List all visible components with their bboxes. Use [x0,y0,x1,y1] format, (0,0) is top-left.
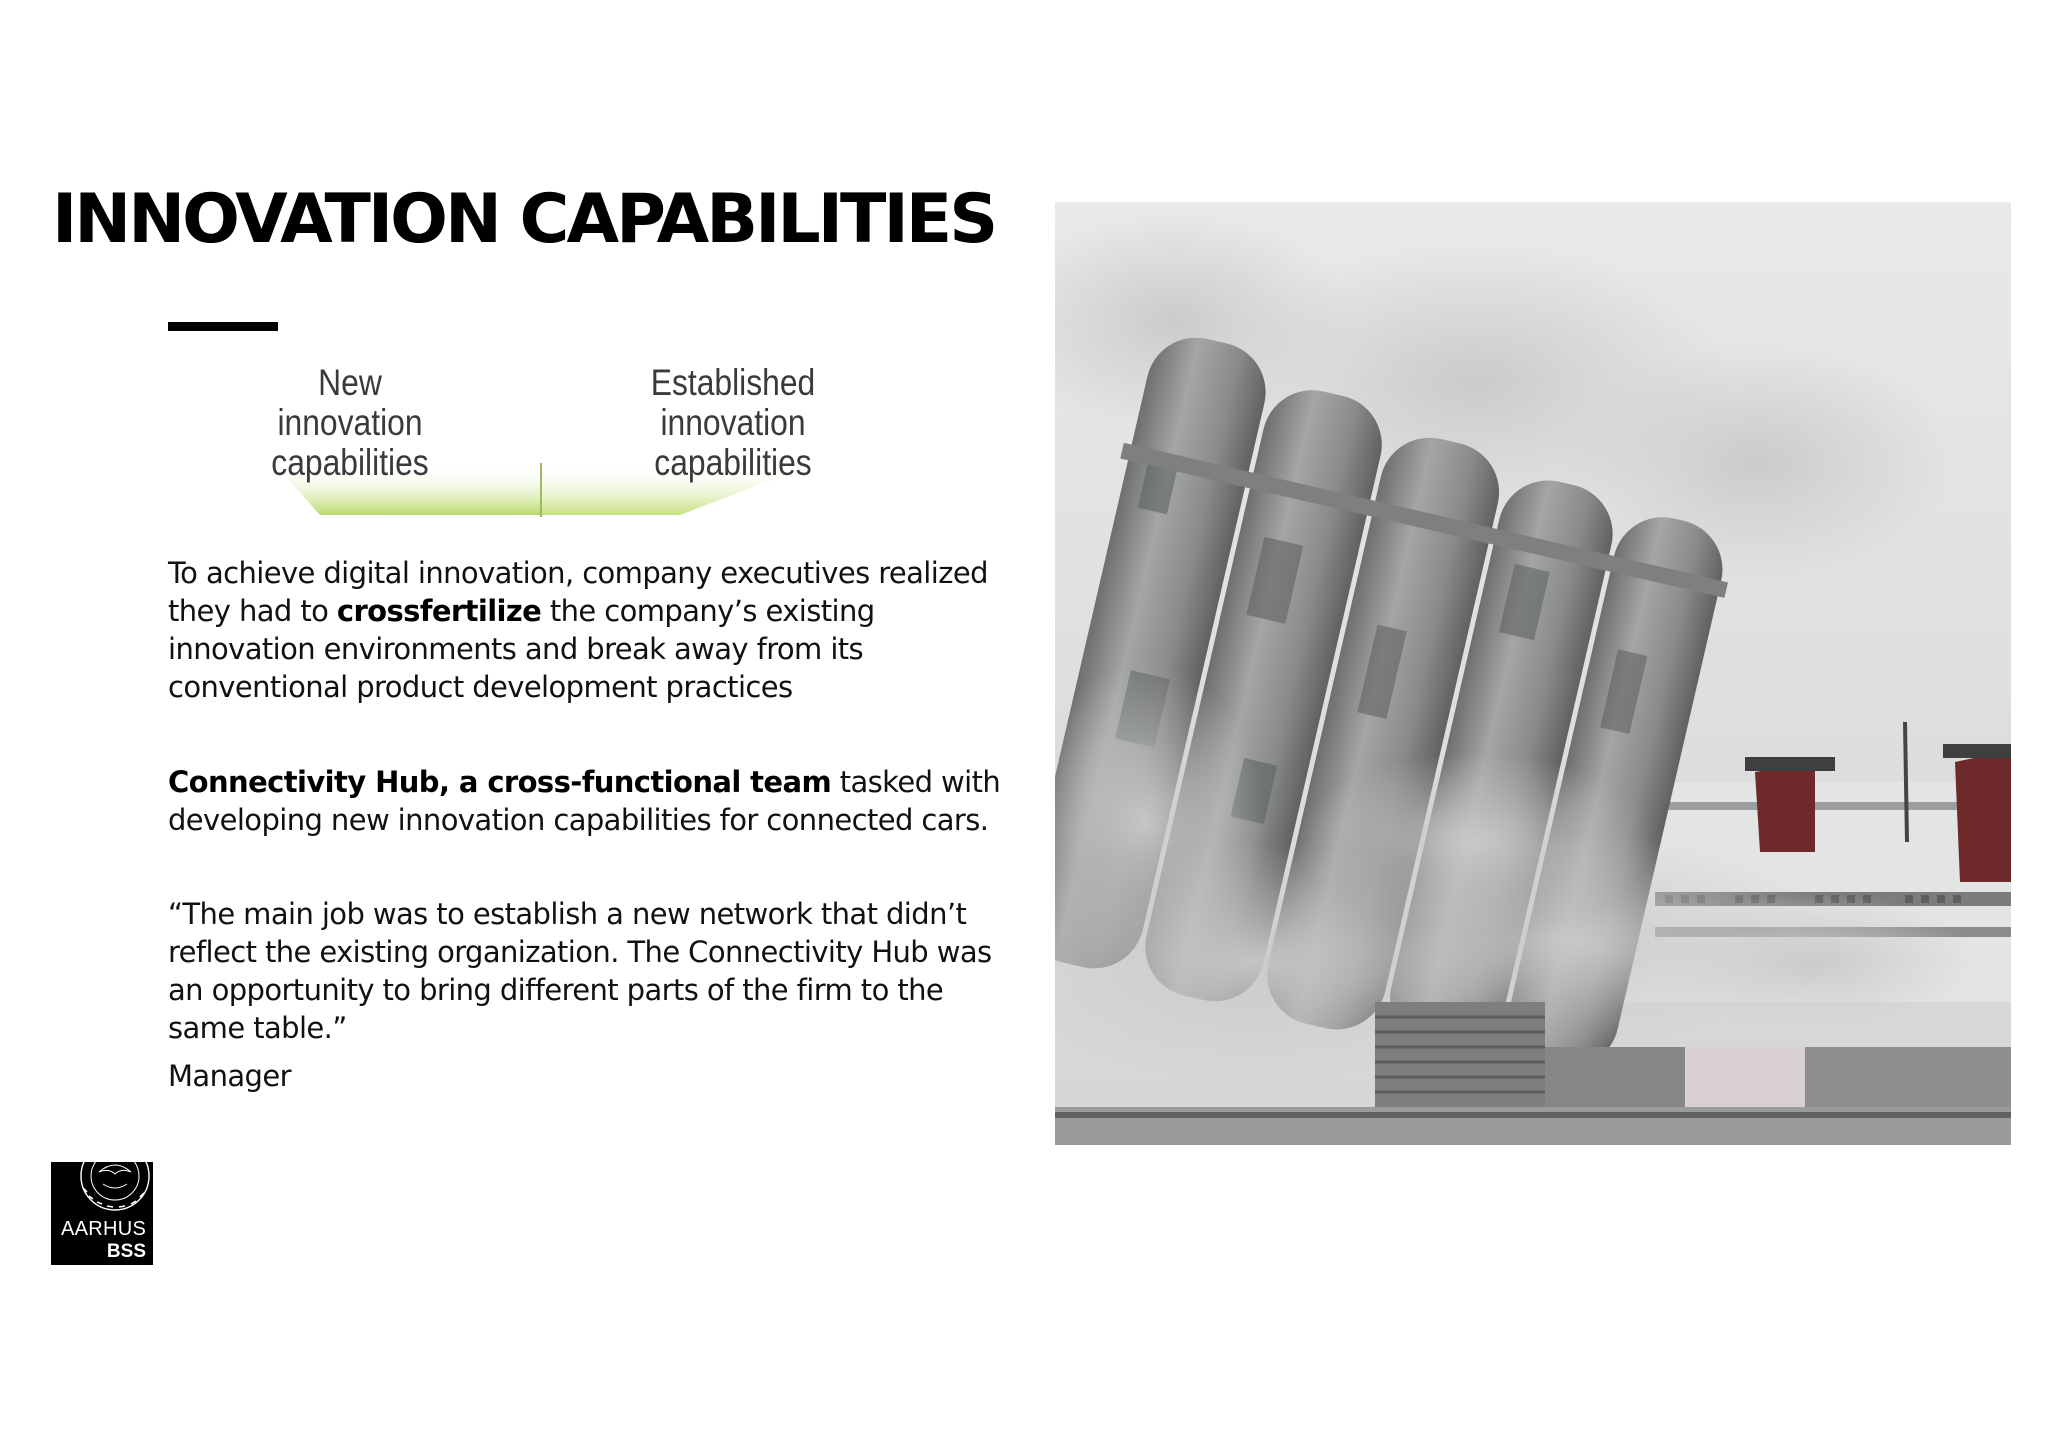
paragraph-crossfertilize [168,554,1018,706]
aarhus-bss-logo [51,1162,153,1265]
slide-title: INNOVATION CAPABILITIES [52,180,996,259]
paragraph-connectivity-hub [168,763,1018,839]
p2-text: tasked with developing new innovation capabilities for connected cars. [168,765,1001,837]
title-underline [168,322,278,331]
logo-name: AARHUS [61,1218,147,1240]
silo-photo-illustration [1055,202,2011,1145]
capabilities-diagram [230,355,890,525]
logo-sub: BSS [106,1241,146,1262]
p1-bold-term: crossfertilize [336,594,542,628]
manager-quote: “The main job was to establish a new network that didn’t reflect the existing organization. The Connectivity Hub was an opportunity to bring different parts of the firm to the same table.” [168,897,992,1045]
established-capabilities-label: Established innovation capabilities [650,362,816,483]
p1-text-start: To achieve digital innovation, company executives realized they had to [168,556,988,628]
p2-bold-term: Connectivity Hub, a cross-functional team [168,765,832,799]
silo-demolition-photo [1055,202,2011,1145]
new-capabilities-label: New innovation capabilities [271,362,429,483]
quote-attribution: Manager [168,1059,291,1093]
p1-text-end: the company’s existing innovation environments and break away from its conventional product development practices [168,594,875,704]
